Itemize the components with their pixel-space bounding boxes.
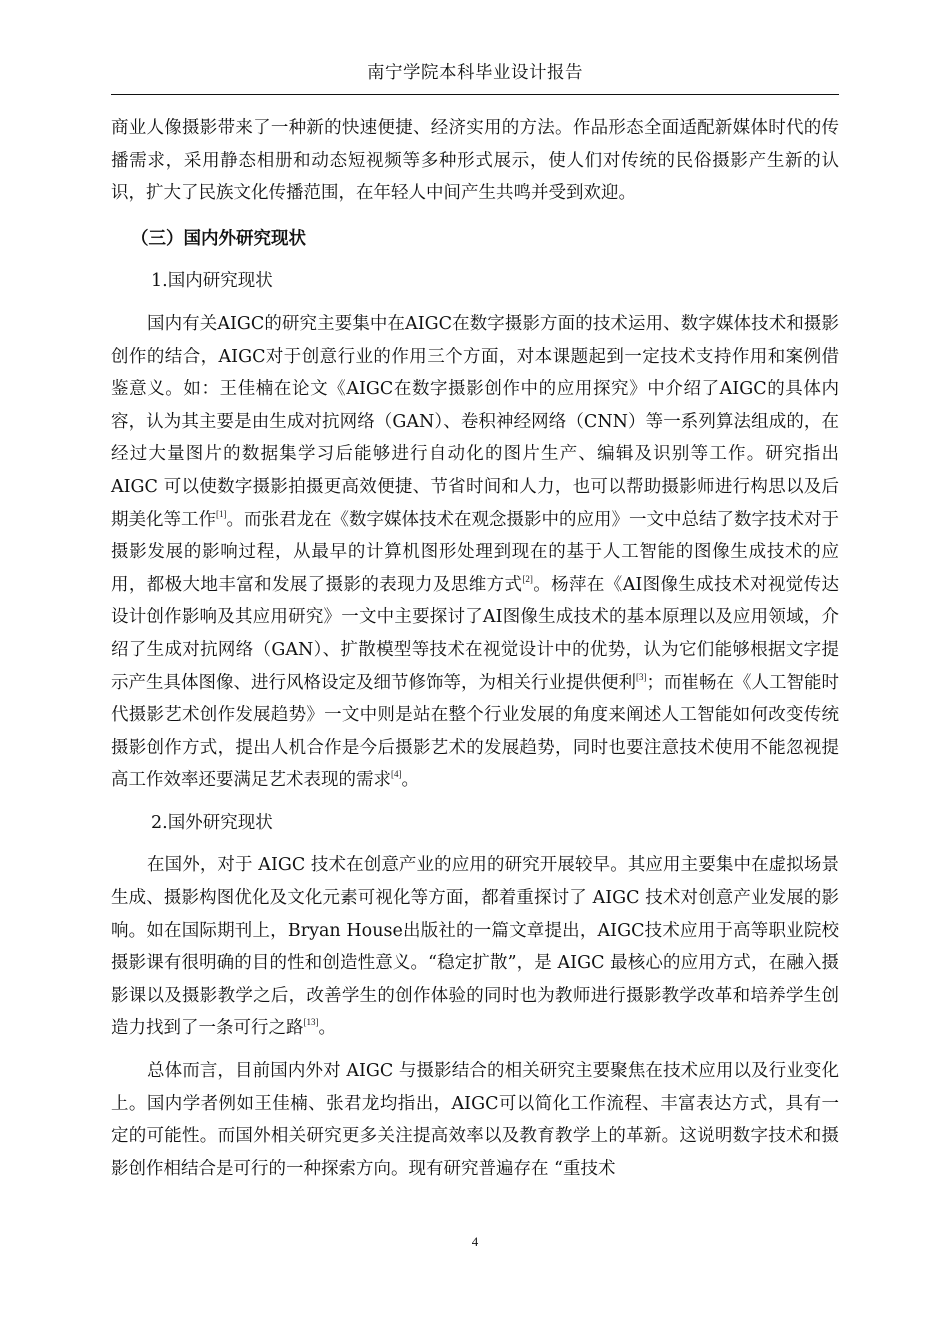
text-run: 国内有关AIGC的研究主要集中在AIGC在数字摄影方面的技术运用、数字媒体技术和摄影创作的结合，AIGC对于创意行业的作用三个方面，对本课题起到一定技术支持作用和案例借鉴意义。如：王佳楠在论文《AIGC在数字摄影创作中的应用探究》中介绍了AIGC的具体内容，认为其主要是由生成对抗网络（GAN）、卷积神经网络（CNN）等一系列算法组成的，在经过大量图片的数据集学习后能够进行自动化的图片生产、编辑及识别等工作。研究指出 AIGC 可以使数字摄影拍摄更高效便捷、节省时间和人力，也可以帮助摄影师进行构思以及后期美化等工作 — [111, 313, 839, 530]
paragraph-foreign-research — [111, 849, 839, 1045]
subheading-foreign-research: 2.国外研究现状 — [151, 812, 273, 833]
text-run: 。而张君龙在《数字媒体技术在观念摄影中的应用》一文中总结了数字技术对于摄影发展的影响过程，从最早的计算机图形处理到现在的基于人工智能的图像生成技术的应用，都极大地丰富和发展了摄影的表现力及思维方式 — [111, 509, 839, 595]
citation-ref: [1] — [216, 508, 227, 519]
paragraph-continuation: 商业人像摄影带来了一种新的快速便捷、经济实用的方法。作品形态全面适配新媒体时代的传播需求，采用静态相册和动态短视频等多种形式展示，使人们对传统的民俗摄影产生新的认识，扩大了民族文化传播范围，在年轻人中间产生共鸣并受到欢迎。 — [111, 118, 839, 204]
subheading-domestic-research: 1.国内研究现状 — [151, 271, 273, 292]
paragraph-domestic-research — [111, 308, 839, 797]
section-heading-research-status: （三）国内外研究现状 — [131, 228, 306, 249]
text-run: 。杨萍在《AI图像生成技术对视觉传达设计创作影响及其应用研究》一文中主要探讨了AI图像生成技术的基本原理以及应用领域，介绍了生成对抗网络（GAN）、扩散模型等技术在视觉设计中的优势，认为它们能够根据文字提示产生具体图像、进行风格设定及细节修饰等，为相关行业提供便利 — [111, 574, 839, 693]
page-number: 4 — [471, 1234, 479, 1249]
header-divider — [111, 94, 839, 95]
page-header-title: 南宁学院本科毕业设计报告 — [367, 63, 583, 83]
text-run: 在国外，对于 AIGC 技术在创意产业的应用的研究开展较早。其应用主要集中在虚拟场景生成、摄影构图优化及文化元素可视化等方面，都着重探讨了 AIGC 技术对创意产业发展的影响。如在国际期刊上，Bryan House出版社的一篇文章提出，AIGC技术应用于高等职业院校摄影课有很明确的目的性和创造性意义。“稳定扩散”，是 AIGC 最核心的应用方式，在融入摄影课以及摄影教学之后，改善学生的创作体验的同时也为教师进行摄影教学改革和培养学生创造力找到了一条可行之路 — [111, 855, 839, 1039]
text-run: 。 — [318, 1018, 336, 1039]
text-run: 。 — [401, 770, 419, 791]
citation-ref: [13] — [303, 1017, 319, 1028]
paragraph-summary: 总体而言，目前国内外对 AIGC 与摄影结合的相关研究主要聚焦在技术应用以及行业变化上。国内学者例如王佳楠、张君龙均指出，AIGC可以简化工作流程、丰富表达方式，具有一定的可能性。而国外相关研究更多关注提高效率以及教育教学上的革新。这说明数字技术和摄影创作相结合是可行的一种探索方向。现有研究普遍存在 “重技术 — [111, 1061, 839, 1179]
citation-ref: [2] — [522, 573, 533, 584]
document-body — [111, 112, 839, 1185]
citation-ref: [3] — [636, 671, 647, 682]
text-run: ；而崔畅在《人工智能时代摄影艺术创作发展趋势》一文中则是站在整个行业发展的角度来阐述人工智能如何改变传统摄影创作方式，提出人机合作是今后摄影艺术的发展趋势，同时也要注意技术使用不能忽视提高工作效率还要满足艺术表现的需求 — [111, 672, 839, 791]
citation-ref: [4] — [391, 769, 402, 780]
